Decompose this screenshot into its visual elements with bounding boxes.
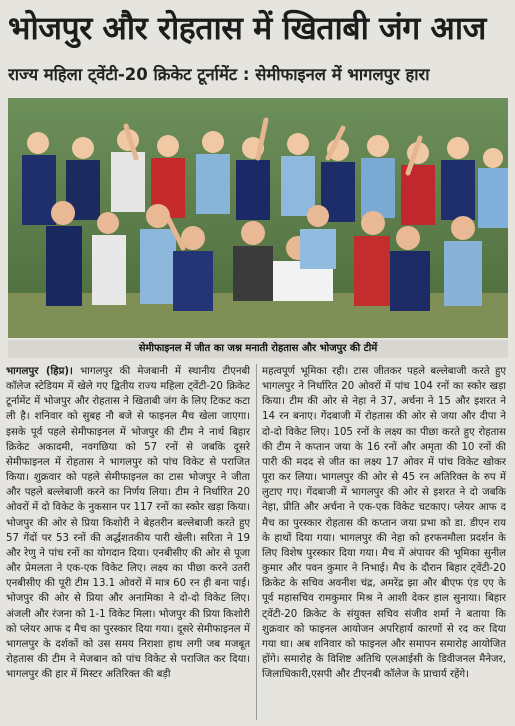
column-divider [256, 364, 257, 720]
dateline: भागलपुर (हिप्र)। [6, 366, 73, 377]
team-celebration-photo [8, 98, 508, 338]
subheadline: राज्य महिला ट्वेंटी-20 क्रिकेट टूर्नामेंट : सेमीफाइनल में भागलपुर हारा [8, 65, 430, 84]
team-photo-illustration [8, 98, 508, 338]
photo-caption: सेमीफाइनल में जीत का जश्न मनाती रोहतास और भोजपुर की टीमें [8, 340, 508, 358]
article-column-right [262, 364, 506, 722]
article-body-left: भागलपुर की मेजबानी में स्थानीय टीएनबी कॉलेज स्टेडियम में खेले गए द्वितीय राज्य महिला ट्वेंटी-20 क्रिकेट टूर्नामेंट में भोजपुर और रोहतास ने खिताबी जंग के लिए टिकट कटा ली है। शनिवार को सुबह नौ बजे से फाइनल मैच खेला जाएगा। इसके पूर्व पहले सेमीफाइनल में भोजपुर की टीम ने नार्थ बिहार क्रिकेट अकादमी, नवगछिया को 57 रनों से जबकि दूसरे सेमीफाइनल में रोहतास ने भागलपुर को पांच विकेट से पराजित किया। शुक्रवार को पहले सेमीफाइनल का टास भोजपुर ने जीता और पहले बल्लेबाजी करने का निर्णय लिया। टीम ने निर्धारित 20 ओवरों में दो विकेट के नुकसान पर 117 रनों का स्कोर खड़ा किया। भोजपुर की ओर से प्रिया किशोरी ने बेहतरीन बल्लेबाजी करते हुए 57 गेंदों पर 53 रनों की अर्द्धशतकीय पारी खेली। सरिता ने 19 और रेणु ने पांच रनों का योगदान दिया। एनबीसीए की ओर से पूजा और प्रेमलता ने एक-एक विकेट लिए। लक्ष्य का पीछा करने उतरी एनबीसीए की पूरी टीम 13.1 ओवरों में मात्र 60 रन ही बना पाई। भोजपुर की ओर से प्रिया और अनामिका ने दो-दो विकेट लिए। अंजली और रंजना को 1-1 विकेट मिला। भोजपुर की प्रिया किशोरी को प्लेयर आफ द मैच का पुरस्कार दिया गया। दूसरे सेमीफाइनल में भागलपुर के दर्शकों को उस समय निराशा हाथ लगी जब मजबूत रोहतास की टीम ने मेजबान को पांच विकेट से पराजित कर दिया। भागलपुर की हार में मिस्टर अतिरिक्त की बड़ी [6, 366, 250, 681]
headline: भोजपुर और रोहतास में खिताबी जंग आज [8, 9, 486, 47]
article-column-left [6, 364, 250, 722]
article-body-right: महत्वपूर्ण भूमिका रही। टास जीतकर पहले बल्लेबाजी करते हुए भागलपुर ने निर्धारित 20 ओवरों में पांच 104 रनों का स्कोर खड़ा किया। टीम की ओर से नेहा ने 37, अर्चना ने 15 और इशरत ने 14 रन बनाए। गेंदबाजी में रोहतास की ओर से जया और दीपा ने दो-दो विकेट लिए। 105 रनों के लक्ष्य का पीछा करते हुए रोहतास की टीम ने कप्तान जया के 16 रनों और अमृता की 10 रनों की पारी की मदद से जीत का लक्ष्य 17 ओवर में पांच विकेट खोकर पूरा कर लिया। भागलपुर की ओर से 45 रन अतिरिक्त के रुप में लुटाए गए। गेंदबाजी में भागलपुर की ओर से इशरत ने दो जबकि नेहा, प्रीति और अर्चना ने एक-एक विकेट चटकाए। प्लेयर आफ द मैच का पुरस्कार रोहतास की कप्तान जया प्रभा को डा. डीएन राय के हाथों दिया गया। भागलपुर की नेहा को हरफनमौला प्रदर्शन के लिए विशेष पुरस्कार दिया गया। मैच में अंपायर की भूमिका सुनील कुमार और पवन कुमार ने निभाई। मैच के दौरान बिहार ट्वेंटी-20 क्रिकेट के सचिव अवनीश चंद्र, अमरेंद्र झा और बीएफ एंड एए के पूर्व महासचिव रामकुमार मिश्र ने आशी देकर हाल सुनाया। बिहार ट्वेंटी-20 क्रिकेट के संयुक्त सचिव संजीव शर्मा ने बताया कि शुक्रवार को फाइनल आयोजन अपरिहार्य कारणों से रद कर दिया गया था। अब शनिवार को फाइनल और समापन समारोह आयोजित होंगे। समारोह के विशिष्ट अतिथि एलआईसी के डिवीजनल मैनेजर, जिलाधिकारी,एसपी और टीएनबी कॉलेज के प्राचार्य रहेंगे। [262, 366, 506, 681]
